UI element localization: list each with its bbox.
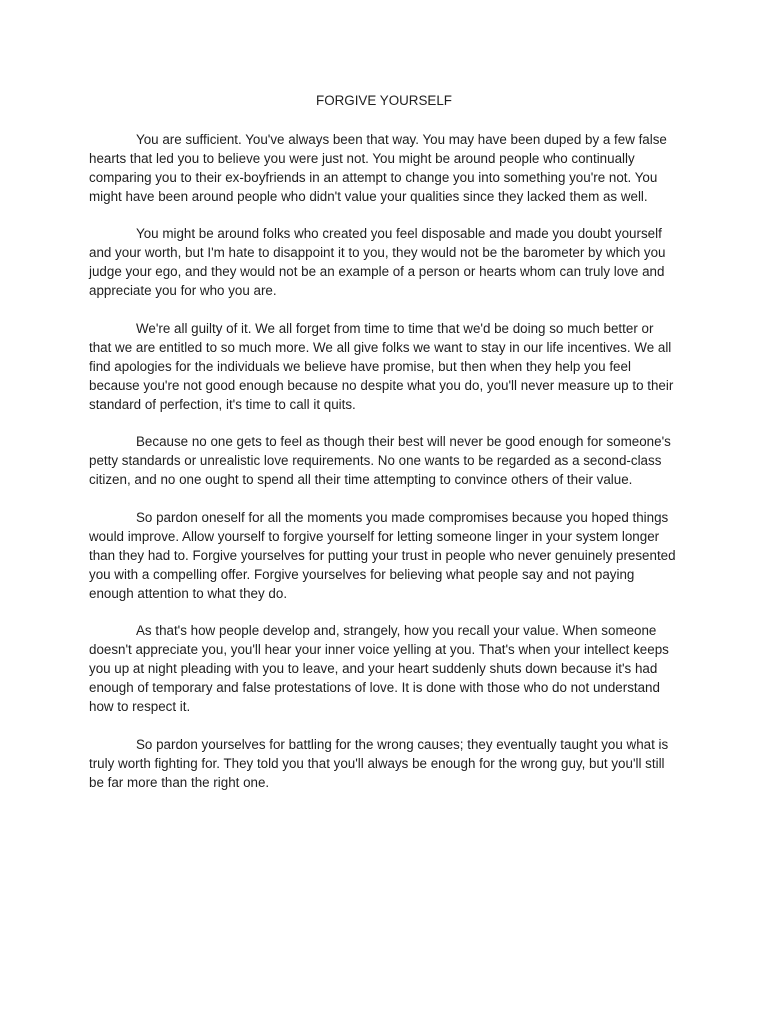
paragraph: You are sufficient. You've always been that way. You may have been duped by a few false hearts that led you to believe you were just not. You might be around people who continually comparing you to their ex-boyfriends in an attempt to change you into something you're not. You might have been around people who didn't value your qualities since they lacked them as well. [89, 131, 667, 204]
paragraph: Because no one gets to feel as though their best will never be good enough for someone's petty standards or unrealistic love requirements. No one wants to be regarded as a second-class citizen, and no one ought to spend all their time attempting to convince others of their value. [89, 434, 671, 488]
paragraph: You might be around folks who created you feel disposable and made you doubt yourself and your worth, but I'm hate to disappoint it to you, they would not be the barometer by which you judge your ego, and they would not be an example of a person or hearts whom can truly love and appreciate you for who you are. [89, 226, 666, 299]
paragraph: We're all guilty of it. We all forget from time to time that we'd be doing so much better or that we are entitled to so much more. We all give folks we want to stay in our life incentives. We all find apologies for the individuals we believe have promise, but then when they help you feel because you're not good enough because no despite what you do, you'll never measure up to their standard of perfection, it's time to call it quits. [89, 320, 674, 412]
document-page [89, 92, 679, 811]
paragraph: So pardon oneself for all the moments you made compromises because you hoped things would improve. Allow yourself to forgive yourself for letting someone linger in your system longer than they had to. Forgive yourselves for putting your trust in people who never genuinely presented you with a compelling offer. Forgive yourselves for believing what people say and not paying enough attention to what they do. [89, 509, 676, 601]
document-title: FORGIVE YOURSELF [316, 93, 452, 108]
paragraph: As that's how people develop and, strangely, how you recall your value. When someone doesn't appreciate you, you'll hear your inner voice yelling at you. That's when your intellect keeps you up at night pleading with you to leave, and your heart suddenly shuts down because it's had enough of temporary and false protestations of love. It is done with those who do not understand how to respect it. [89, 623, 669, 715]
paragraph: So pardon yourselves for battling for the wrong causes; they eventually taught you what is truly worth fighting for. They told you that you'll always be enough for the wrong guy, but you'll still be far more than the right one. [89, 736, 669, 790]
